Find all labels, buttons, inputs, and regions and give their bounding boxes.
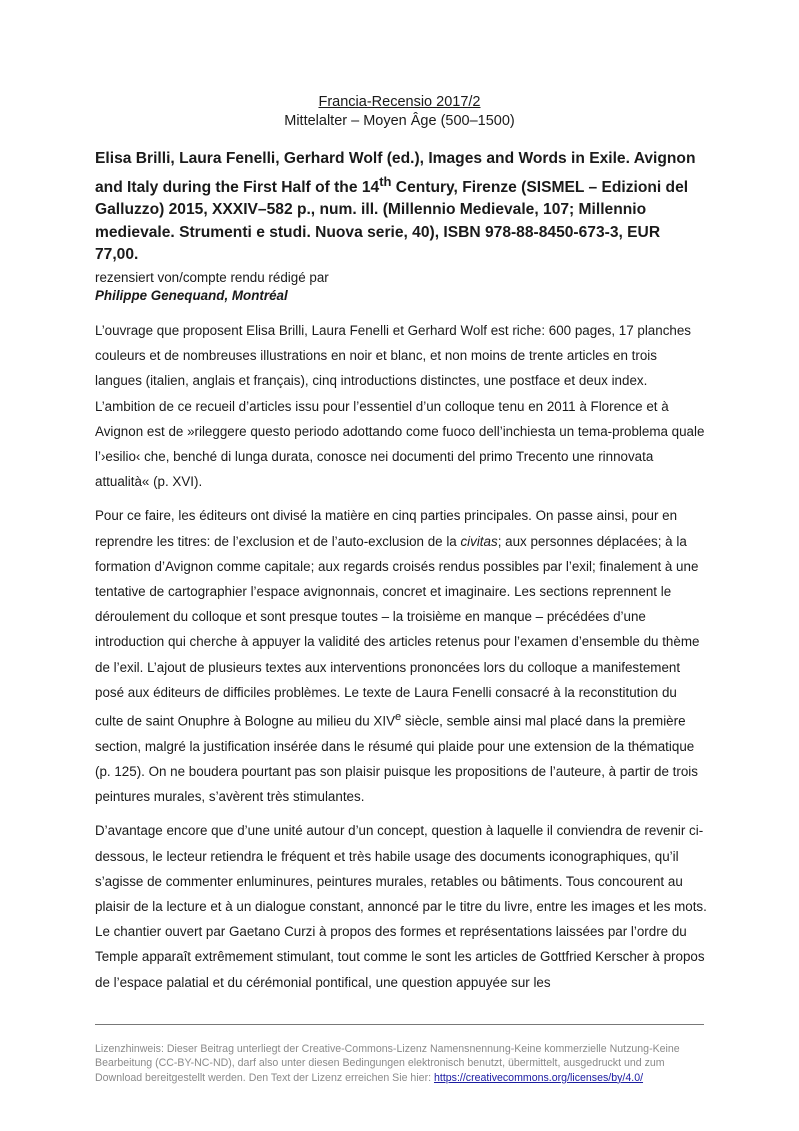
journal-section: Mittelalter – Moyen Âge (500–1500): [284, 113, 515, 129]
license-text: Lizenzhinweis: Dieser Beitrag unterliegt der Creative-Commons-Lizenz Namensnennung-Keine kommerzielle Nutzung-Keine Bearbeitung (CC-BY-NC-ND), darf also unter diesen Bedingungen elektronisch benutzt, übermittelt, ausgedruckt und zum Download bereitgestellt werden. Den Text der Lizenz erreichen Sie hier:: [95, 1043, 680, 1084]
review-body: [95, 318, 707, 1004]
journal-issue: Francia-Recensio 2017/2: [318, 94, 481, 110]
paragraph-1: L’ouvrage que proposent Elisa Brilli, Laura Fenelli et Gerhard Wolf est riche: 600 pages, 17 planches couleurs et de nombreuses illustrations en noir et blanc, et non moins de trente articles en trois langues (italien, anglais et français), cinq introductions distinctes, une postface et deux index. L’ambition de ce recueil d’articles issu pour l’essentiel d’un colloque tenu en 2011 à Florence et à Avignon est de »rileggere questo periodo adottando come fuoco dell’inchiesta un tema-problema quale l’›esilio‹ che, benché di lunga durata, conosce nei documenti del primo Trecento une rinnovata attualità« (p. XVI).: [95, 323, 705, 490]
journal-header: [0, 93, 799, 131]
paragraph-2-part-a: Pour ce faire, les éditeurs ont divisé la matière en cinq parties principales. On passe ainsi, pour en reprendre les titres: de l’exclusion et de l’auto-exclusion de la: [95, 508, 678, 549]
paragraph-2: [95, 503, 707, 809]
italic-term: civitas: [460, 533, 498, 549]
title-part-1: Elisa Brilli, Laura Fenelli, Gerhard Wolf (ed.), Images and Words in Exile. Avignon and Italy during the First Half of the 14: [95, 150, 696, 196]
paragraph-2-part-c: siècle, semble ainsi mal placé dans la première section, malgré la justification insérée dans le résumé qui plaide pour une extension de la thématique (p. 125). On ne boudera pourtant pas son plaisir puisque les propositions de l’auteure, à partir de trois peintures murales, s’avèrent très stimulantes.: [95, 713, 698, 805]
license-link[interactable]: https://creativecommons.org/licenses/by/4.0/: [434, 1071, 644, 1084]
title-superscript: th: [379, 173, 392, 189]
footer-divider: [95, 1024, 704, 1025]
title-part-2: Century, Firenze (SISMEL – Edizioni del Galluzzo) 2015, XXXIV–582 p., num. ill. (Millennio Medievale, 107; Millennio medievale. Strumenti e studi. Nuova serie, 40), ISBN 978-88-8450-673-3, EUR 77,00.: [95, 178, 689, 264]
reviewer-block: [95, 269, 707, 305]
reviewer-name: Philippe Genequand, Montréal: [95, 288, 288, 303]
paragraph-2-part-b: ; aux personnes déplacées; à la formation d’Avignon comme capitale; aux regards croisés rendus possibles par l’exil; finalement à une tentative de cartographier l’espace avignonnais, concret et imaginaire. Les sections reprennent le déroulement du colloque et sont presque toutes – la troisième en manque – précédées d’une introduction qui cherche à appuyer la validité des articles retenus pour l’examen d’ensemble du thème de l’exil. L’ajout de plusieurs textes aux interventions prononcées lors du colloque a manifestement posé aux éditeurs de difficiles problèmes. Le texte de Laura Fenelli consacré à la reconstitution du culte de saint Onuphre à Bologne au milieu du XIV: [95, 533, 700, 729]
reviewer-label: rezensiert von/compte rendu rédigé par: [95, 270, 329, 285]
century-superscript: e: [395, 711, 402, 724]
review-title: [95, 148, 707, 267]
paragraph-3: D’avantage encore que d’une unité autour d’un concept, question à laquelle il conviendra de revenir ci-dessous, le lecteur retiendra le fréquent et très habile usage des documents iconographiques, qu’il s’agisse de commenter enluminures, peintures murales, retables ou bâtiments. Tous concourent au plaisir de la lecture et à un dialogue constant, annoncé par le titre du livre, entre les images et les mots. Le chantier ouvert par Gaetano Curzi à propos des formes et représentations laissées par l’ordre du Temple apparaît extrêmement stimulant, tout comme le sont les articles de Gottfried Kerscher à propos de l’espace palatial et du cérémonial pontifical, une question appuyée sur les: [95, 823, 707, 990]
license-notice: [95, 1042, 707, 1085]
